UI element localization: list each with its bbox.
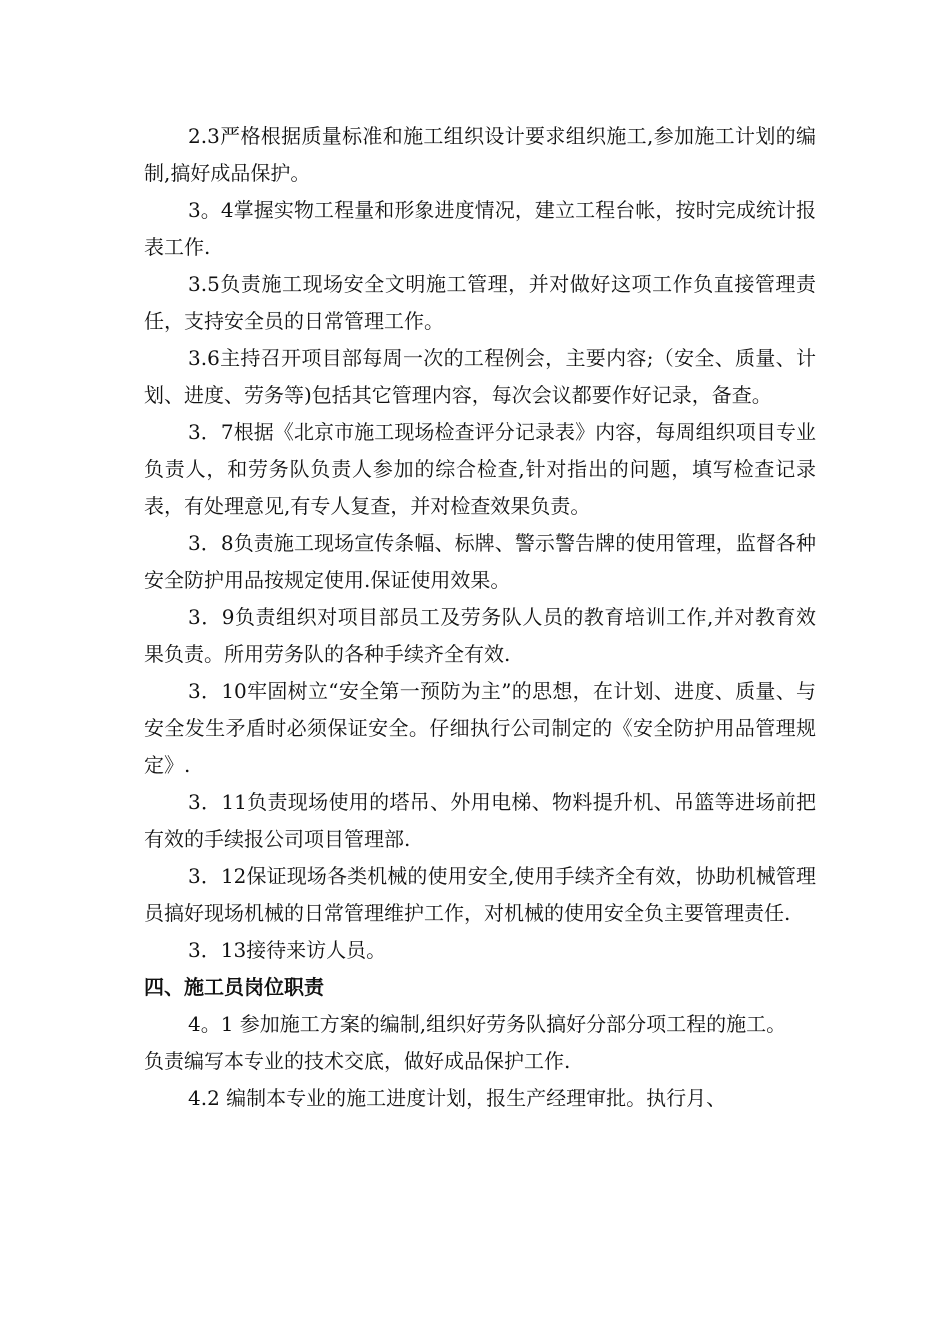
section-heading-4: 四、施工员岗位职责	[144, 975, 324, 999]
paragraph-4-1-continued: 负责编写本专业的技术交底，做好成品保护工作.	[144, 1049, 571, 1073]
paragraph-4-2: 4.2 编制本专业的施工进度计划，报生产经理审批。执行月、	[188, 1086, 727, 1110]
paragraph-3-6: 3.6主持召开项目部每周一次的工程例会，主要内容;（安全、质量、计划、进度、劳务等)包括其它管理内容，每次会议都要作好记录，备查。	[144, 346, 816, 407]
paragraph-3-4: 3。4掌握实物工程量和形象进度情况，建立工程台帐，按时完成统计报表工作.	[144, 198, 816, 259]
paragraph-3-8: 3．8负责施工现场宣传条幅、标牌、警示警告牌的使用管理，监督各种安全防护用品按规定使用.保证使用效果。	[144, 531, 816, 592]
paragraph-3-10: 3．10牢固树立“安全第一预防为主”的思想，在计划、进度、质量、与安全发生矛盾时必须保证安全。仔细执行公司制定的《安全防护用品管理规定》.	[144, 679, 816, 777]
paragraph-2-3: 2.3严格根据质量标准和施工组织设计要求组织施工,参加施工计划的编制,搞好成品保护。	[144, 124, 816, 185]
paragraph-3-13: 3．13接待来访人员。	[188, 938, 387, 962]
paragraph-3-7: 3．7根据《北京市施工现场检查评分记录表》内容，每周组织项目专业负责人，和劳务队负责人参加的综合检查,针对指出的问题，填写检查记录表，有处理意见,有专人复查，并对检查效果负责。	[144, 420, 816, 518]
paragraph-4-1: 4。1 参加施工方案的编制,组织好劳务队搞好分部分项工程的施工。	[188, 1012, 787, 1036]
paragraph-3-9: 3．9负责组织对项目部员工及劳务队人员的教育培训工作,并对教育效果负责。所用劳务队的各种手续齐全有效.	[144, 605, 816, 666]
document-body	[144, 118, 816, 1117]
paragraph-3-12: 3．12保证现场各类机械的使用安全,使用手续齐全有效，协助机械管理员搞好现场机械的日常管理维护工作，对机械的使用安全负主要管理责任.	[144, 864, 816, 925]
paragraph-3-11: 3．11负责现场使用的塔吊、外用电梯、物料提升机、吊篮等进场前把有效的手续报公司项目管理部.	[144, 790, 816, 851]
paragraph-3-5: 3.5负责施工现场安全文明施工管理，并对做好这项工作负直接管理责任，支持安全员的日常管理工作。	[144, 272, 816, 333]
